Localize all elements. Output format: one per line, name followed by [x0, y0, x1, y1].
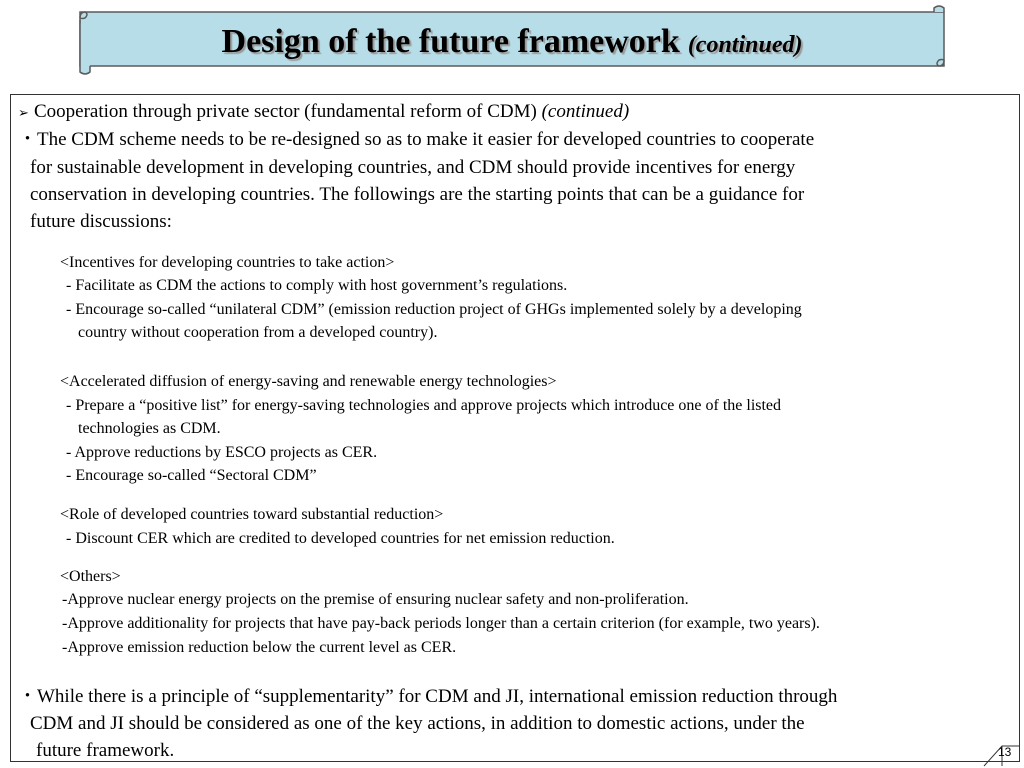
diffusion-item-1-cont: technologies as CDM.: [78, 420, 221, 437]
paragraph2-line-3: future framework.: [36, 740, 175, 761]
incentives-item-2: - Encourage so-called “unilateral CDM” (emission reduction project of GHGs implemented solely by a developing: [66, 301, 802, 318]
paragraph1-line-3: conservation in developing countries. The followings are the starting points that can be a guidance for: [30, 184, 805, 205]
arrow-bullet-icon: ➢: [18, 105, 29, 120]
section-incentives-heading: <Incentives for developing countries to take action>: [60, 254, 395, 271]
title-main: Design of the future framework: [221, 23, 680, 60]
paragraph2-line-1: ・While there is a principle of “supplementarity” for CDM and JI, international emission reduction through: [18, 686, 838, 707]
others-item-3: -Approve emission reduction below the current level as CER.: [62, 639, 457, 656]
others-item-2: -Approve additionality for projects that have pay-back periods longer than a certain criterion (for example, two years).: [62, 615, 820, 632]
title-subtitle: (continued): [687, 32, 803, 58]
heading-text: Cooperation through private sector (fundamental reform of CDM): [34, 101, 537, 122]
paragraph1-line-1: ・The CDM scheme needs to be re-designed so as to make it easier for developed countries to cooperate: [18, 129, 815, 150]
section-developed-heading: <Role of developed countries toward substantial reduction>: [60, 506, 444, 523]
paragraph2-line-2: CDM and JI should be considered as one of the key actions, in addition to domestic actions, under the: [30, 713, 805, 734]
section-heading: [18, 101, 629, 124]
developed-item-1: - Discount CER which are credited to developed countries for net emission reduction.: [66, 530, 615, 547]
diffusion-item-1: - Prepare a “positive list” for energy-saving technologies and approve projects which introduce one of the listed: [66, 397, 782, 414]
others-item-1: -Approve nuclear energy projects on the premise of ensuring nuclear safety and non-proliferation.: [62, 591, 689, 608]
title-banner: [72, 4, 952, 76]
diffusion-item-3: - Encourage so-called “Sectoral CDM”: [66, 467, 317, 484]
section-others-heading: <Others>: [60, 568, 121, 585]
heading-continued: (continued): [541, 101, 630, 122]
paragraph1-line-2: for sustainable development in developing countries, and CDM should provide incentives for energy: [30, 157, 796, 178]
paragraph1-line-4: future discussions:: [30, 211, 172, 232]
page-number: 13: [998, 745, 1012, 759]
section-diffusion-heading: <Accelerated diffusion of energy-saving and renewable energy technologies>: [60, 373, 557, 390]
incentives-item-2-cont: country without cooperation from a developed country).: [78, 324, 438, 341]
diffusion-item-2: - Approve reductions by ESCO projects as CER.: [66, 444, 378, 461]
incentives-item-1: - Facilitate as CDM the actions to comply with host government’s regulations.: [66, 277, 568, 294]
page-title: [72, 22, 952, 65]
